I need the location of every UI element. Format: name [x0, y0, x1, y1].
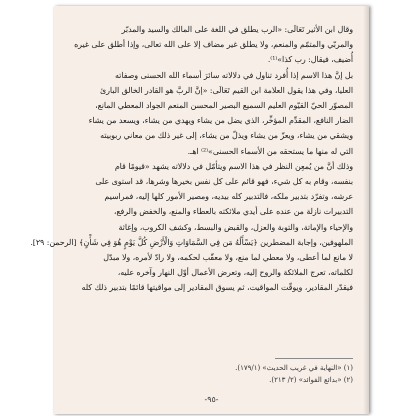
text-line: وذلك أنَّ من يُمعِن النظر في هذا الاسم ويتأمّل في دلالاته يشهد «قيومًا قام	[114, 161, 353, 171]
page-number: -٩٥-	[204, 395, 219, 404]
footnote-2: (٢) «بدائع الفوائد» (٢/ ٢١٣).	[269, 376, 353, 384]
text-line: العليا، وفي هذا يقول العلامة ابن القيم تَعَالَى: «إنَّ الربَّ هو القادر الخالق البارئ	[100, 85, 353, 95]
text-line: وقال ابن الأثير تَعَالَى: «الرب يطلق في اللغة على المالك والسيد والمدبّر	[121, 25, 353, 34]
paragraph-3	[30, 159, 353, 296]
book-page	[30, 6, 369, 414]
text-line: والمربّي والمتمّم والمنعم، ولا يطلق غير مضاف إلا على الله تعالى، وإذا أطلق على غيره	[74, 40, 353, 50]
text-line: بنفسه، وقام به كل شيء، فهو قائم على كل نفس بخيرها وشرها، قد استوى على	[95, 177, 353, 187]
text-line: عرشه، وتفرّد بتدبير ملكه، فالتدبير كله بيديه، ومصير الأمور كلها إليه، فمراسيم	[104, 192, 353, 202]
body-text	[30, 22, 353, 296]
text-line: التدبيرات نازلة من عنده على أيدي ملائكته بالعطاء والمنع، والخفض والرفع،	[113, 207, 353, 217]
text-line: أُضيف، فيقال: رب كذا»⁽¹⁾.	[267, 55, 353, 65]
text-line: الملهوفين، وإجابة المضطرين ﴿يَسْأَلُهُ مَن فِي السَّمَاوَاتِ وَالْأَرْضِ كُلَّ يَوْمٍ هُوَ فِي شَأْنٍ﴾ [الرحمن: ٢٩].	[30, 237, 353, 247]
text-line: فيقدّر المقادير، ويوقّت المواقيت، ثم يسوق المقادير إلى مواقيتها قائمًا بتدبير ذلك كله	[81, 283, 353, 293]
footnotes	[70, 362, 353, 386]
text-line: لكلماته، تعرج الملائكة والروح إليه، وتعرض الأعمال أوّل النهار وآخره عليه،	[117, 268, 353, 278]
paragraph-2	[70, 68, 353, 159]
paragraph-1	[70, 22, 353, 68]
text-line: التي له منها ما يستحقه من الأسماء الحسنى»⁽²⁾ اهـ.	[187, 146, 353, 156]
text-line: بل إنَّ هذا الاسم إذا أُفرد تناول في دلالاته سائرَ أسماء الله الحسنى وصفاته	[114, 70, 353, 80]
text-line: المصوّر الحيّ القيّوم العليم السميع البصير المحسن المنعم الجواد المعطي المانع،	[95, 101, 353, 111]
text-line: والإحياء والإماتة، والتوبة والعزل، والقبض والبسط، وكشف الكروب، وإغاثة	[118, 222, 353, 232]
text-line: لا مانع لما أعطى، ولا معطي لما منع، ولا معقّب لحكمه، ولا رادّ لأمره، ولا مبدّل	[103, 253, 353, 263]
text-line: ويشقي من يشاء، ويعزّ من يشاء ويذلّ من يشاء، إلى غير ذلك من معاني ربوبيته	[100, 131, 353, 141]
text-line: الضار النافع، المقدِّم المؤخِّر، الذي يضل من يشاء ويهدي من يشاء، ويسعد من يشاء	[88, 116, 353, 126]
footnote-divider	[275, 358, 353, 359]
footnote-1: (١) «النهاية في غريب الحديث» (١٧٩/١).	[235, 364, 353, 372]
